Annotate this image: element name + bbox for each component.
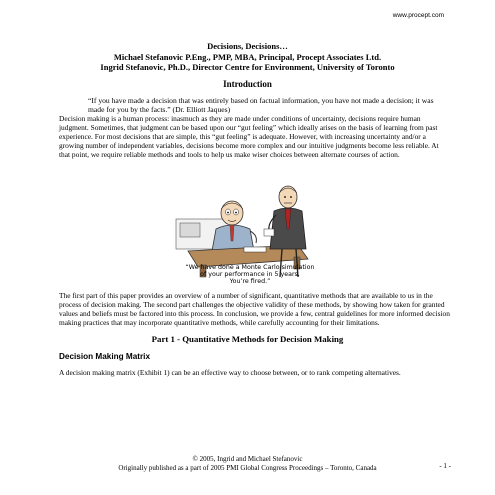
part-1-heading: Part 1 - Quantitative Methods for Decision Making bbox=[151, 334, 344, 344]
author-line-2: Ingrid Stefanovic, Ph.D., Director Centre for Environment, University of Toronto bbox=[100, 62, 395, 72]
introduction-heading: Introduction bbox=[223, 79, 272, 89]
cartoon-caption-line-3: You’re fired.” bbox=[229, 278, 271, 285]
cartoon-caption-line-2: of your performance in 5 years. bbox=[200, 271, 300, 278]
cartoon-caption-line-1: “We have done a Monte Carlo simulation bbox=[185, 264, 315, 271]
copyright-line: © 2005, Ingrid and Michael Stefanovic bbox=[192, 455, 303, 463]
decision-matrix-heading: Decision Making Matrix bbox=[59, 352, 150, 361]
paper-title: Decisions, Decisions… bbox=[207, 41, 288, 51]
page-number: - 1 - bbox=[439, 462, 451, 470]
decision-matrix-paragraph: A decision making matrix (Exhibit 1) can be an effective way to choose between, or to rank competing alternatives. bbox=[59, 368, 401, 377]
publication-line: Originally published as a part of 2005 PMI Global Congress Proceedings – Toronto, Canada bbox=[118, 464, 377, 472]
author-line-1: Michael Stefanovic P.Eng., PMP, MBA, Principal, Procept Associates Ltd. bbox=[113, 52, 382, 62]
introduction-paragraph: Decision making is a human process: inasmuch as they are made under conditions of uncertainty, decisions require human judgment. Sometimes, that judgment can be based upon our “gut feeling” which ideally arises on the basis of learning from past experience. For most decisions that are simple, this “gut feeling” is adequate. However, with increasing uncertainty and/or a growing number of independent variables, decisions become more complex and our intuitive judgments become less reliable. At that point, we require reliable methods and tools to help us make wiser choices between alternate courses of action. bbox=[59, 114, 439, 159]
overview-paragraph: The first part of this paper provides an overview of a number of significant, quantitative methods that are available to us in the process of decision making. The second part challenges the objective validity of these methods, by showing how taken for granted values and beliefs must be factored into this process. In conclusion, we provide a few, central guidelines for more informed decision making practices that may incorporate quantitative methods, while carefully accounting for their limitations. bbox=[59, 291, 450, 327]
header-url: www.procept.com bbox=[392, 12, 444, 19]
opening-quote: “If you have made a decision that was entirely based on factual information, you have not made a decision; it was made for you by the facts.” (Dr. Elliott Jaques) bbox=[88, 96, 434, 115]
